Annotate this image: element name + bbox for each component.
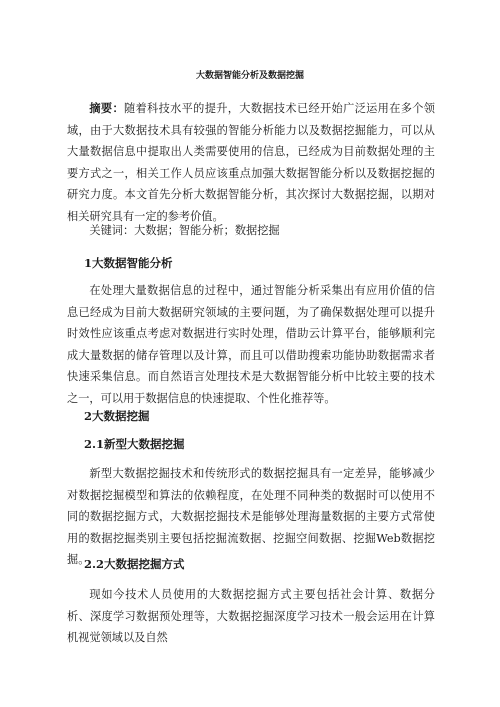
section-1-paragraph: 在处理大量数据信息的过程中，通过智能分析采集出有应用价值的信息已经成为目前大数据研究领域的主要问题，为了确保数据处理可以提升时效性应该重点考虑对数据进行实时处理，借助云计算平台，能够顺利完成大量数据的储存管理以及计算，而且可以借助搜索功能协助数据需求者快速采集信息。而自然语言处理技术是大数据智能分析中比较主要的技术之一，可以用于数据信息的快速提取、个性化推荐等。 <box>67 284 435 405</box>
abstract-label: 摘要： <box>89 101 124 115</box>
section-2-1-paragraph: 新型大数据挖掘技术和传统形式的数据挖掘具有一定差异，能够减少对数据挖掘模型和算法的依赖程度，在处理不同种类的数据时可以使用不同的数据挖掘方式，大数据挖掘技术是能够处理海量数据的主要方式常使用的数据挖掘类别主要包括挖掘流数据、挖掘空间数据、挖掘Web数据挖掘。 <box>67 467 435 566</box>
section-2-2-heading: 2.2大数据挖掘方式 <box>84 557 185 571</box>
abstract-paragraph <box>67 98 435 227</box>
section-2-2-paragraph: 现如今技术人员使用的大数据挖掘方式主要包括社会计算、数据分析、深度学习数据预处理等，大数据挖掘深度学习技术一般会运用在计算机视觉领域以及自然 <box>67 588 435 644</box>
section-2-heading: 2大数据挖掘 <box>84 409 150 423</box>
keywords-label: 关键词： <box>89 224 135 237</box>
section-1-heading: 1大数据智能分析 <box>84 256 173 270</box>
document-title: 大数据智能分析及数据挖掘 <box>195 71 304 81</box>
keywords-text: 大数据；智能分析；数据挖掘 <box>134 224 280 237</box>
abstract-text: 随着科技水平的提升，大数据技术已经开始广泛运用在多个领域，由于大数据技术具有较强的智能分析能力以及数据挖掘能力，可以从大量数据信息中提取出人类需要使用的信息，已经成为目前数据处理的主要方式之一，相关工作人员应该重点加强大数据智能分析以及数据挖掘的研究力度。本文首先分析大数据智能分析，其次探讨大数据挖掘，以期对相关研究具有一定的参考价值。 <box>67 102 435 223</box>
section-2-1-heading: 2.1新型大数据挖掘 <box>84 437 185 451</box>
keywords-paragraph <box>67 220 435 242</box>
